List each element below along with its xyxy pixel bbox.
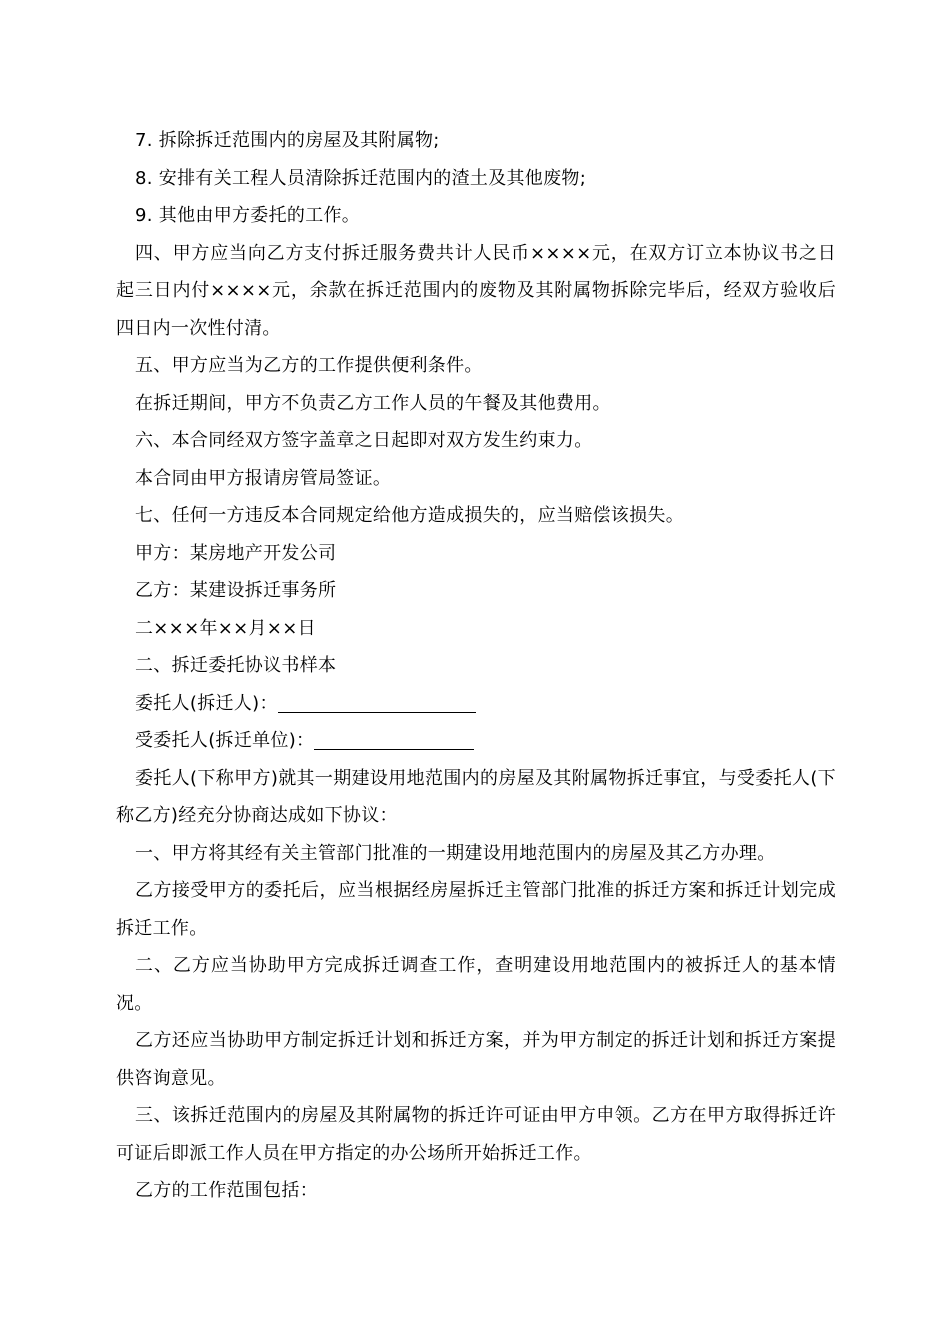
agent-line [116,722,836,760]
agent-blank [314,727,474,750]
document-body [116,122,836,1210]
agent-label: 受委托人(拆迁单位)： [135,730,315,751]
party-b-signature: 乙方：某建设拆迁事务所 [135,580,337,601]
party-a-signature: 甲方：某房地产开发公司 [135,542,337,564]
item-7: 7. 拆除拆迁范围内的房屋及其附属物; [135,130,440,151]
clause-6: 六、本合同经双方签字盖章之日起即对双方发生约束力。 [135,430,593,451]
section-heading-sample: 二、拆迁委托协议书样本 [135,655,337,676]
item-9: 9. 其他由甲方委托的工作。 [135,205,361,226]
sample-clause-2: 二、乙方应当协助甲方完成拆迁调查工作，查明建设用地范围内的被拆迁人的基本情况。 [116,955,836,1014]
sample-clause-1: 一、甲方将其经有关主管部门批准的一期建设用地范围内的房屋及其乙方办理。 [135,842,776,864]
agreement-preamble: 委托人(下称甲方)就其一期建设用地范围内的房屋及其附属物拆迁事宜，与受委托人(下称乙方)经充分协商达成如下协议： [116,767,836,826]
sample-clause-1-detail: 乙方接受甲方的委托后，应当根据经房屋拆迁主管部门批准的拆迁方案和拆迁计划完成拆迁工作。 [116,880,836,939]
clause-5-detail: 在拆迁期间，甲方不负责乙方工作人员的午餐及其他费用。 [135,392,611,414]
client-line [116,685,836,723]
clause-6-detail: 本合同由甲方报请房管局签证。 [135,467,392,489]
client-blank [278,690,476,713]
work-scope-heading: 乙方的工作范围包括： [135,1180,318,1201]
clause-5: 五、甲方应当为乙方的工作提供便利条件。 [135,355,483,376]
clause-4-payment: 四、甲方应当向乙方支付拆迁服务费共计人民币××××元，在双方订立本协议书之日起三日内付××××元，余款在拆迁范围内的废物及其附属物拆除完毕后，经双方验收后四日内一次性付清。 [116,242,836,339]
clause-7: 七、任何一方违反本合同规定给他方造成损失的，应当赔偿该损失。 [135,505,684,526]
sample-clause-3: 三、该拆迁范围内的房屋及其附属物的拆迁许可证由甲方申领。乙方在甲方取得拆迁许可证后即派工作人员在甲方指定的办公场所开始拆迁工作。 [116,1105,836,1164]
sample-clause-2-detail: 乙方还应当协助甲方制定拆迁计划和拆迁方案，并为甲方制定的拆迁计划和拆迁方案提供咨询意见。 [116,1030,836,1089]
item-8: 8. 安排有关工程人员清除拆迁范围内的渣土及其他废物; [135,167,587,189]
signing-date: 二×××年××月××日 [135,617,316,639]
client-label: 委托人(拆迁人)： [135,692,278,714]
